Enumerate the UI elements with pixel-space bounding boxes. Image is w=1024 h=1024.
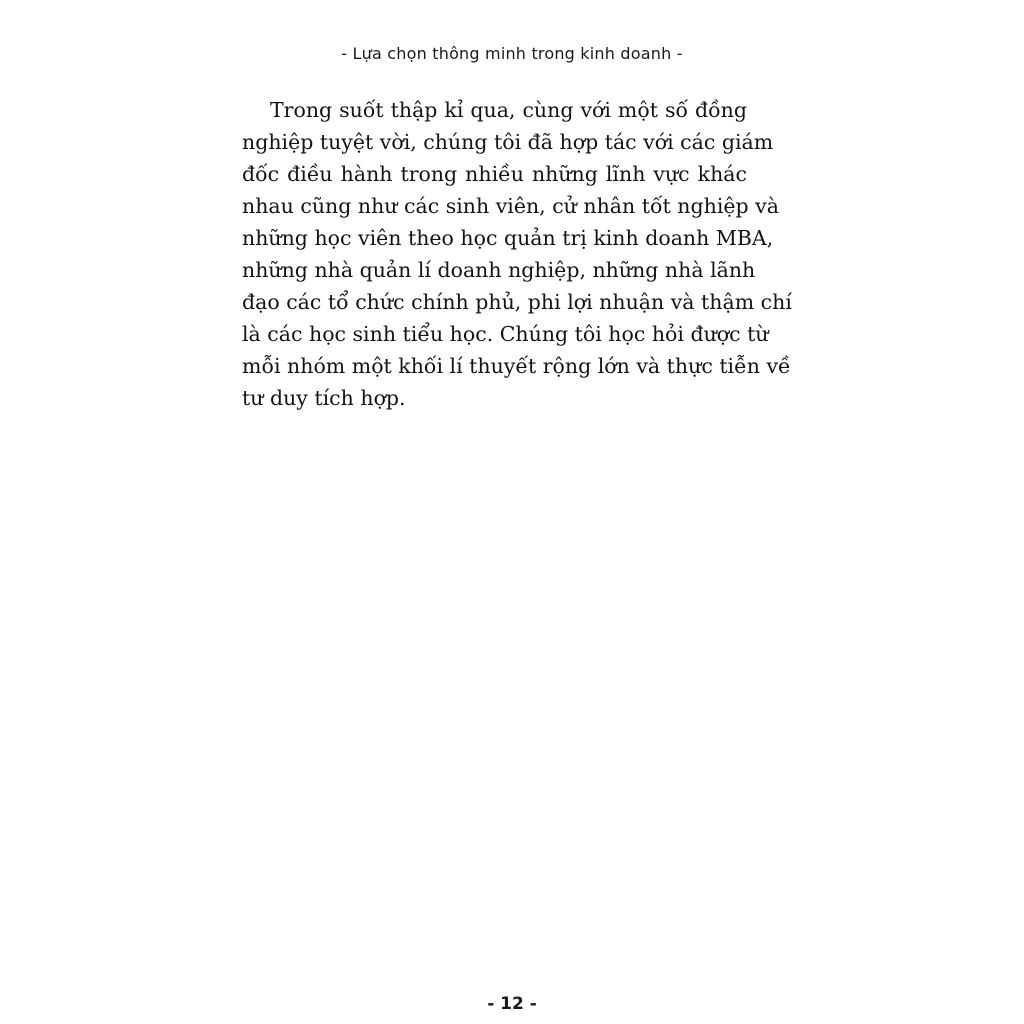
running-header-title: - Lựa chọn thông minh trong kinh doanh - — [341, 44, 683, 63]
page-number: - 12 - — [487, 994, 537, 1014]
paragraph-line: mỗi nhóm một khối lí thuyết rộng lớn và thực tiễn về — [242, 354, 791, 378]
body-paragraph — [242, 94, 792, 414]
paragraph-line: đốc điều hành trong nhiều những lĩnh vực khác — [242, 162, 747, 186]
paragraph-line: những nhà quản lí doanh nghiệp, những nhà lãnh — [242, 258, 756, 282]
paragraph-line: tư duy tích hợp. — [242, 386, 406, 410]
paragraph-line: nhau cũng như các sinh viên, cử nhân tốt nghiệp và — [242, 194, 779, 218]
paragraph-line: Trong suốt thập kỉ qua, cùng với một số đồng — [270, 98, 747, 122]
paragraph-line: đạo các tổ chức chính phủ, phi lợi nhuận và thậm chí — [242, 290, 792, 314]
paragraph-line: những học viên theo học quản trị kinh doanh MBA, — [242, 226, 774, 250]
paragraph-line: là các học sinh tiểu học. Chúng tôi học hỏi được từ — [242, 322, 769, 346]
paragraph-line: nghiệp tuyệt vời, chúng tôi đã hợp tác với các giám — [242, 130, 774, 154]
